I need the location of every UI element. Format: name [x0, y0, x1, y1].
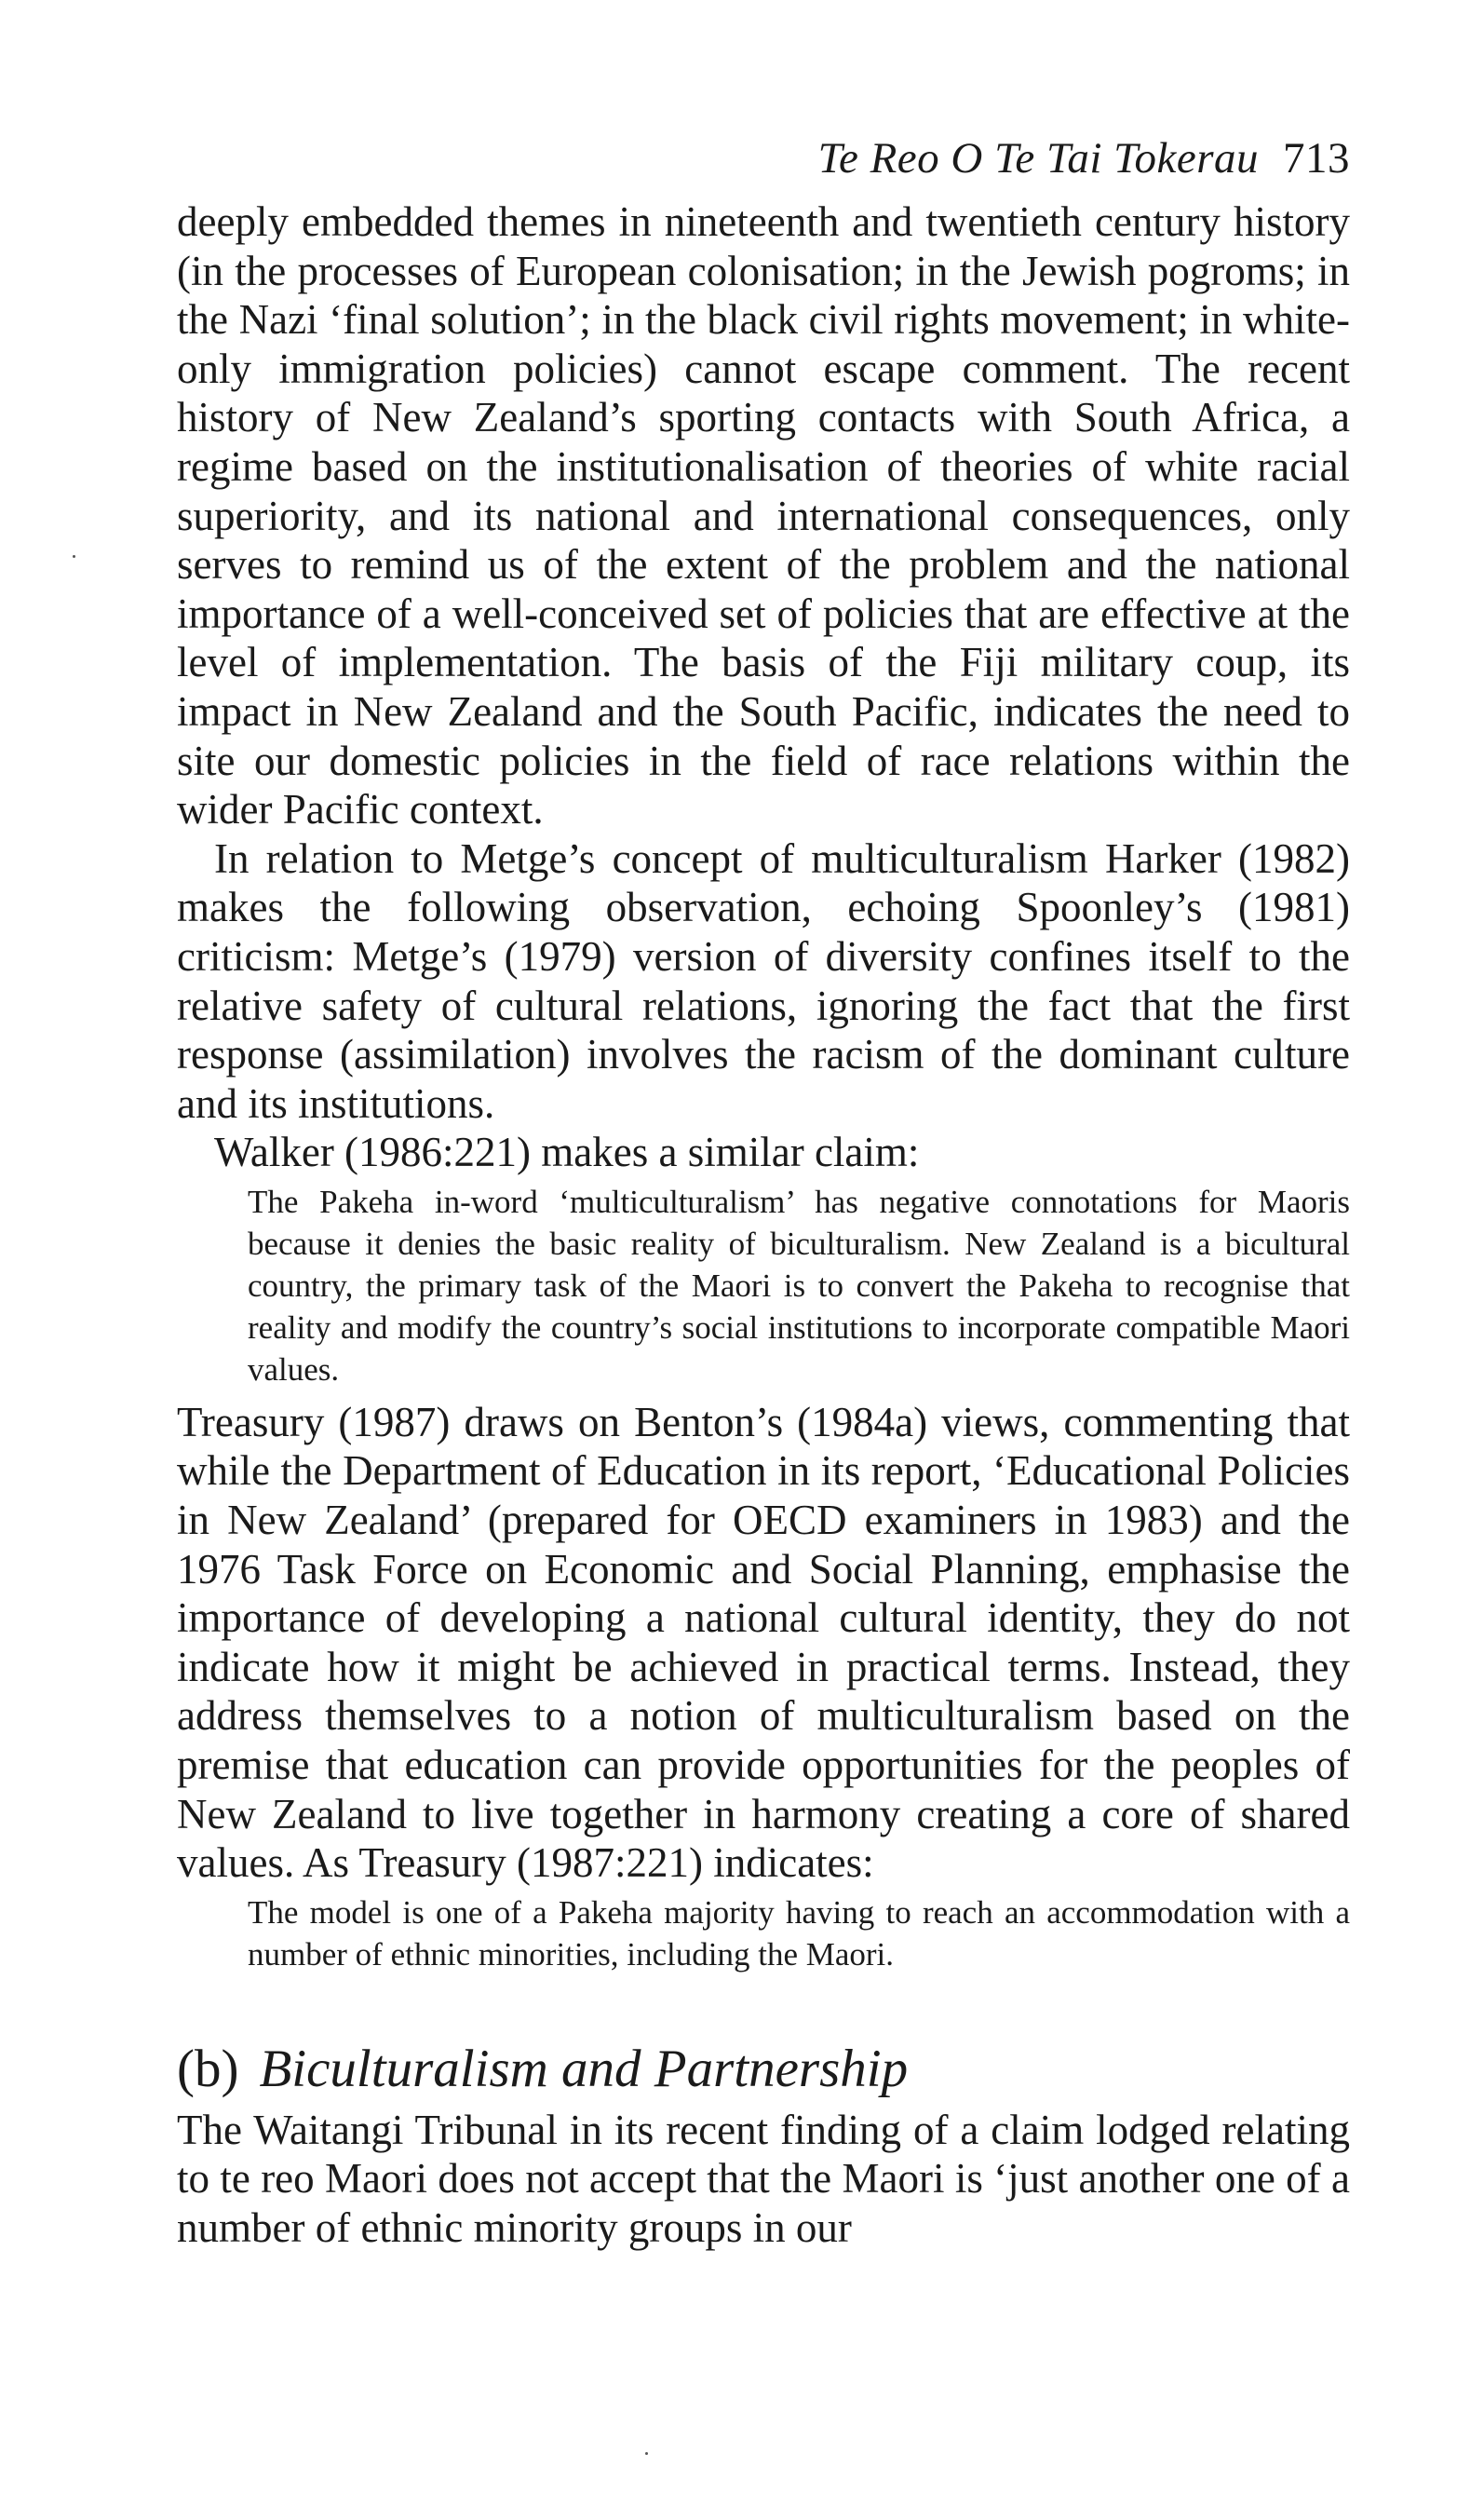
page-number: 713 — [1283, 134, 1350, 183]
scan-speck — [73, 555, 75, 558]
section-label: (b) — [177, 2039, 239, 2098]
block-quote-treasury: The model is one of a Pakeha majority having to reach an accommodation with a number of ethnic minorities, including the Maori. — [248, 1893, 1350, 1973]
section-heading — [177, 2039, 1350, 2100]
paragraph-3: Walker (1986:221) makes a similar claim: — [214, 1129, 920, 1176]
paragraph-5: The Waitangi Tribunal in its recent finding of a claim lodged relating to te reo Maori does not accept that the Maori is ‘just another one of a number of ethnic minority groups in our — [177, 2106, 1350, 2251]
paragraph-2: In relation to Metge’s concept of multiculturalism Harker (1982) makes the following observation, echoing Spoonley’s (1981) criticism: Metge’s (1979) version of diversity confines itself to the relative safety of cultural relations, ignoring the fact that the first response (assimilation) involves the racism of the dominant culture and its institutions. — [177, 834, 1350, 1127]
paragraph-4: Treasury (1987) draws on Benton’s (1984a) views, commenting that while the Department of Education in its report, ‘Educational Policies in New Zealand’ (prepared for OECD examiners in 1983) and the 1976 Task Force on Economic and Social Planning, emphasise the importance of developing a national cultural identity, they do not indicate how it might be achieved in practical terms. Instead, they address themselves to a notion of multiculturalism based on the premise that education can provide opportunities for the peoples of New Zealand to live together in harmony creating a core of shared values. As Treasury (1987:221) indicates: — [177, 1398, 1350, 1887]
running-head-title: Te Reo O Te Tai Tokerau — [817, 134, 1259, 183]
section-title: Biculturalism and Partnership — [259, 2039, 909, 2098]
page — [177, 130, 1350, 2253]
scan-speck — [645, 2452, 648, 2455]
running-head — [177, 130, 1350, 186]
block-quote-walker: The Pakeha in-word ‘multiculturalism’ has negative connotations for Maoris because it denies the basic reality of biculturalism. New Zealand is a bicultural country, the primary task of the Maori is to convert the Pakeha to recognise that reality and modify the country’s social institutions to incorporate compatible Maori values. — [248, 1183, 1350, 1388]
paragraph-1: deeply embedded themes in nineteenth and twentieth century history (in the processes of European colonisation; in the Jewish pogroms; in the Nazi ‘final solution’; in the black civil rights movement; in white-only immigration policies) cannot escape comment. The recent history of New Zealand’s sporting contacts with South Africa, a regime based on the institutionalisation of theories of white racial superiority, and its national and international consequences, only serves to remind us of the extent of the problem and the national importance of a well-conceived set of policies that are effective at the level of implementation. The basis of the Fiji military coup, its impact in New Zealand and the South Pacific, indicates the need to site our domestic policies in the field of race relations within the wider Pacific context. — [177, 198, 1350, 834]
